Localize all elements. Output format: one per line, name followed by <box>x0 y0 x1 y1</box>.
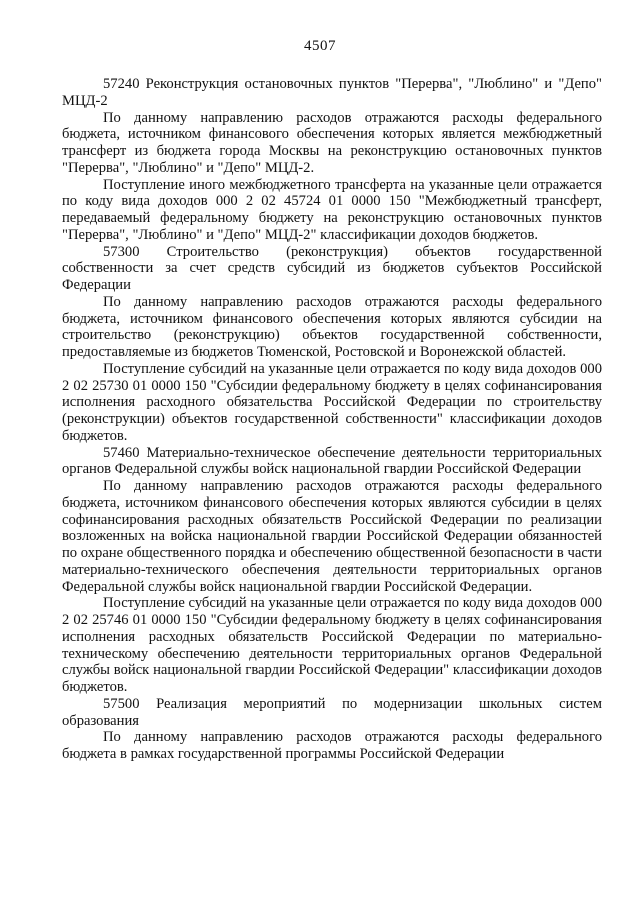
document-body <box>62 76 602 763</box>
section-heading-57500: 57500 Реализация мероприятий по модернизации школьных систем образования <box>62 695 602 729</box>
paragraph: По данному направлению расходов отражаются расходы федерального бюджета, источником финансового обеспечения которых являются субсидии на строительство (реконструкцию) объектов государственной собственности, предоставляемые из бюджетов Тюменской, Ростовской и Воронежской областей. <box>62 293 602 360</box>
paragraph: Поступление иного межбюджетного трансферта на указанные цели отражается по коду вида доходов 000 2 02 45724 01 0000 150 "Межбюджетный трансферт, передаваемый федеральному бюджету на реконструкцию остановочных пунктов "Перерва", "Люблино" и "Депо" МЦД-2" классификации доходов бюджетов. <box>62 176 602 243</box>
section-heading-57240: 57240 Реконструкция остановочных пунктов "Перерва", "Люблино" и "Депо" МЦД-2 <box>62 76 602 109</box>
paragraph: По данному направлению расходов отражаются расходы федерального бюджета в рамках государственной программы Российской Федерации <box>62 729 602 762</box>
page-number: 4507 <box>304 38 336 54</box>
paragraph: Поступление субсидий на указанные цели отражается по коду вида доходов 000 2 02 25730 01 0000 150 "Субсидии федеральному бюджету в целях софинансирования исполнения расходного обязательства Российской Федерации по строительству (реконструкции) объектов государственной собственности" классификации доходов бюджетов. <box>62 360 602 444</box>
paragraph: По данному направлению расходов отражаются расходы федерального бюджета, источником финансового обеспечения которых являются субсидии в целях софинансирования расходных обязательств Российской Федерации по реализации возложенных на войска национальной гвардии Российской Федерации обязанностей по охране общественного порядка и обеспечению общественной безопасности в части материально-технического обеспечения деятельности территориальных органов Федеральной службы войск национальной гвардии Российской Федерации. <box>62 478 602 595</box>
paragraph: Поступление субсидий на указанные цели отражается по коду вида доходов 000 2 02 25746 01 0000 150 "Субсидии федеральному бюджету в целях софинансирования исполнения расходных обязательств Российской Федерации по материально-техническому обеспечению деятельности территориальных органов Федеральной службы войск национальной гвардии Российской Федерации" классификации доходов бюджетов. <box>62 595 602 695</box>
section-heading-57300: 57300 Строительство (реконструкция) объектов государственной собственности за счет средств субсидий из бюджетов субъектов Российской Федерации <box>62 243 602 293</box>
paragraph: По данному направлению расходов отражаются расходы федерального бюджета, источником финансового обеспечения которых является межбюджетный трансферт из бюджета города Москвы на реконструкцию остановочных пунктов "Перерва", "Люблино" и "Депо" МЦД-2. <box>62 109 602 176</box>
section-heading-57460: 57460 Материально-техническое обеспечение деятельности территориальных органов Федеральной службы войск национальной гвардии Российской Федерации <box>62 444 602 478</box>
